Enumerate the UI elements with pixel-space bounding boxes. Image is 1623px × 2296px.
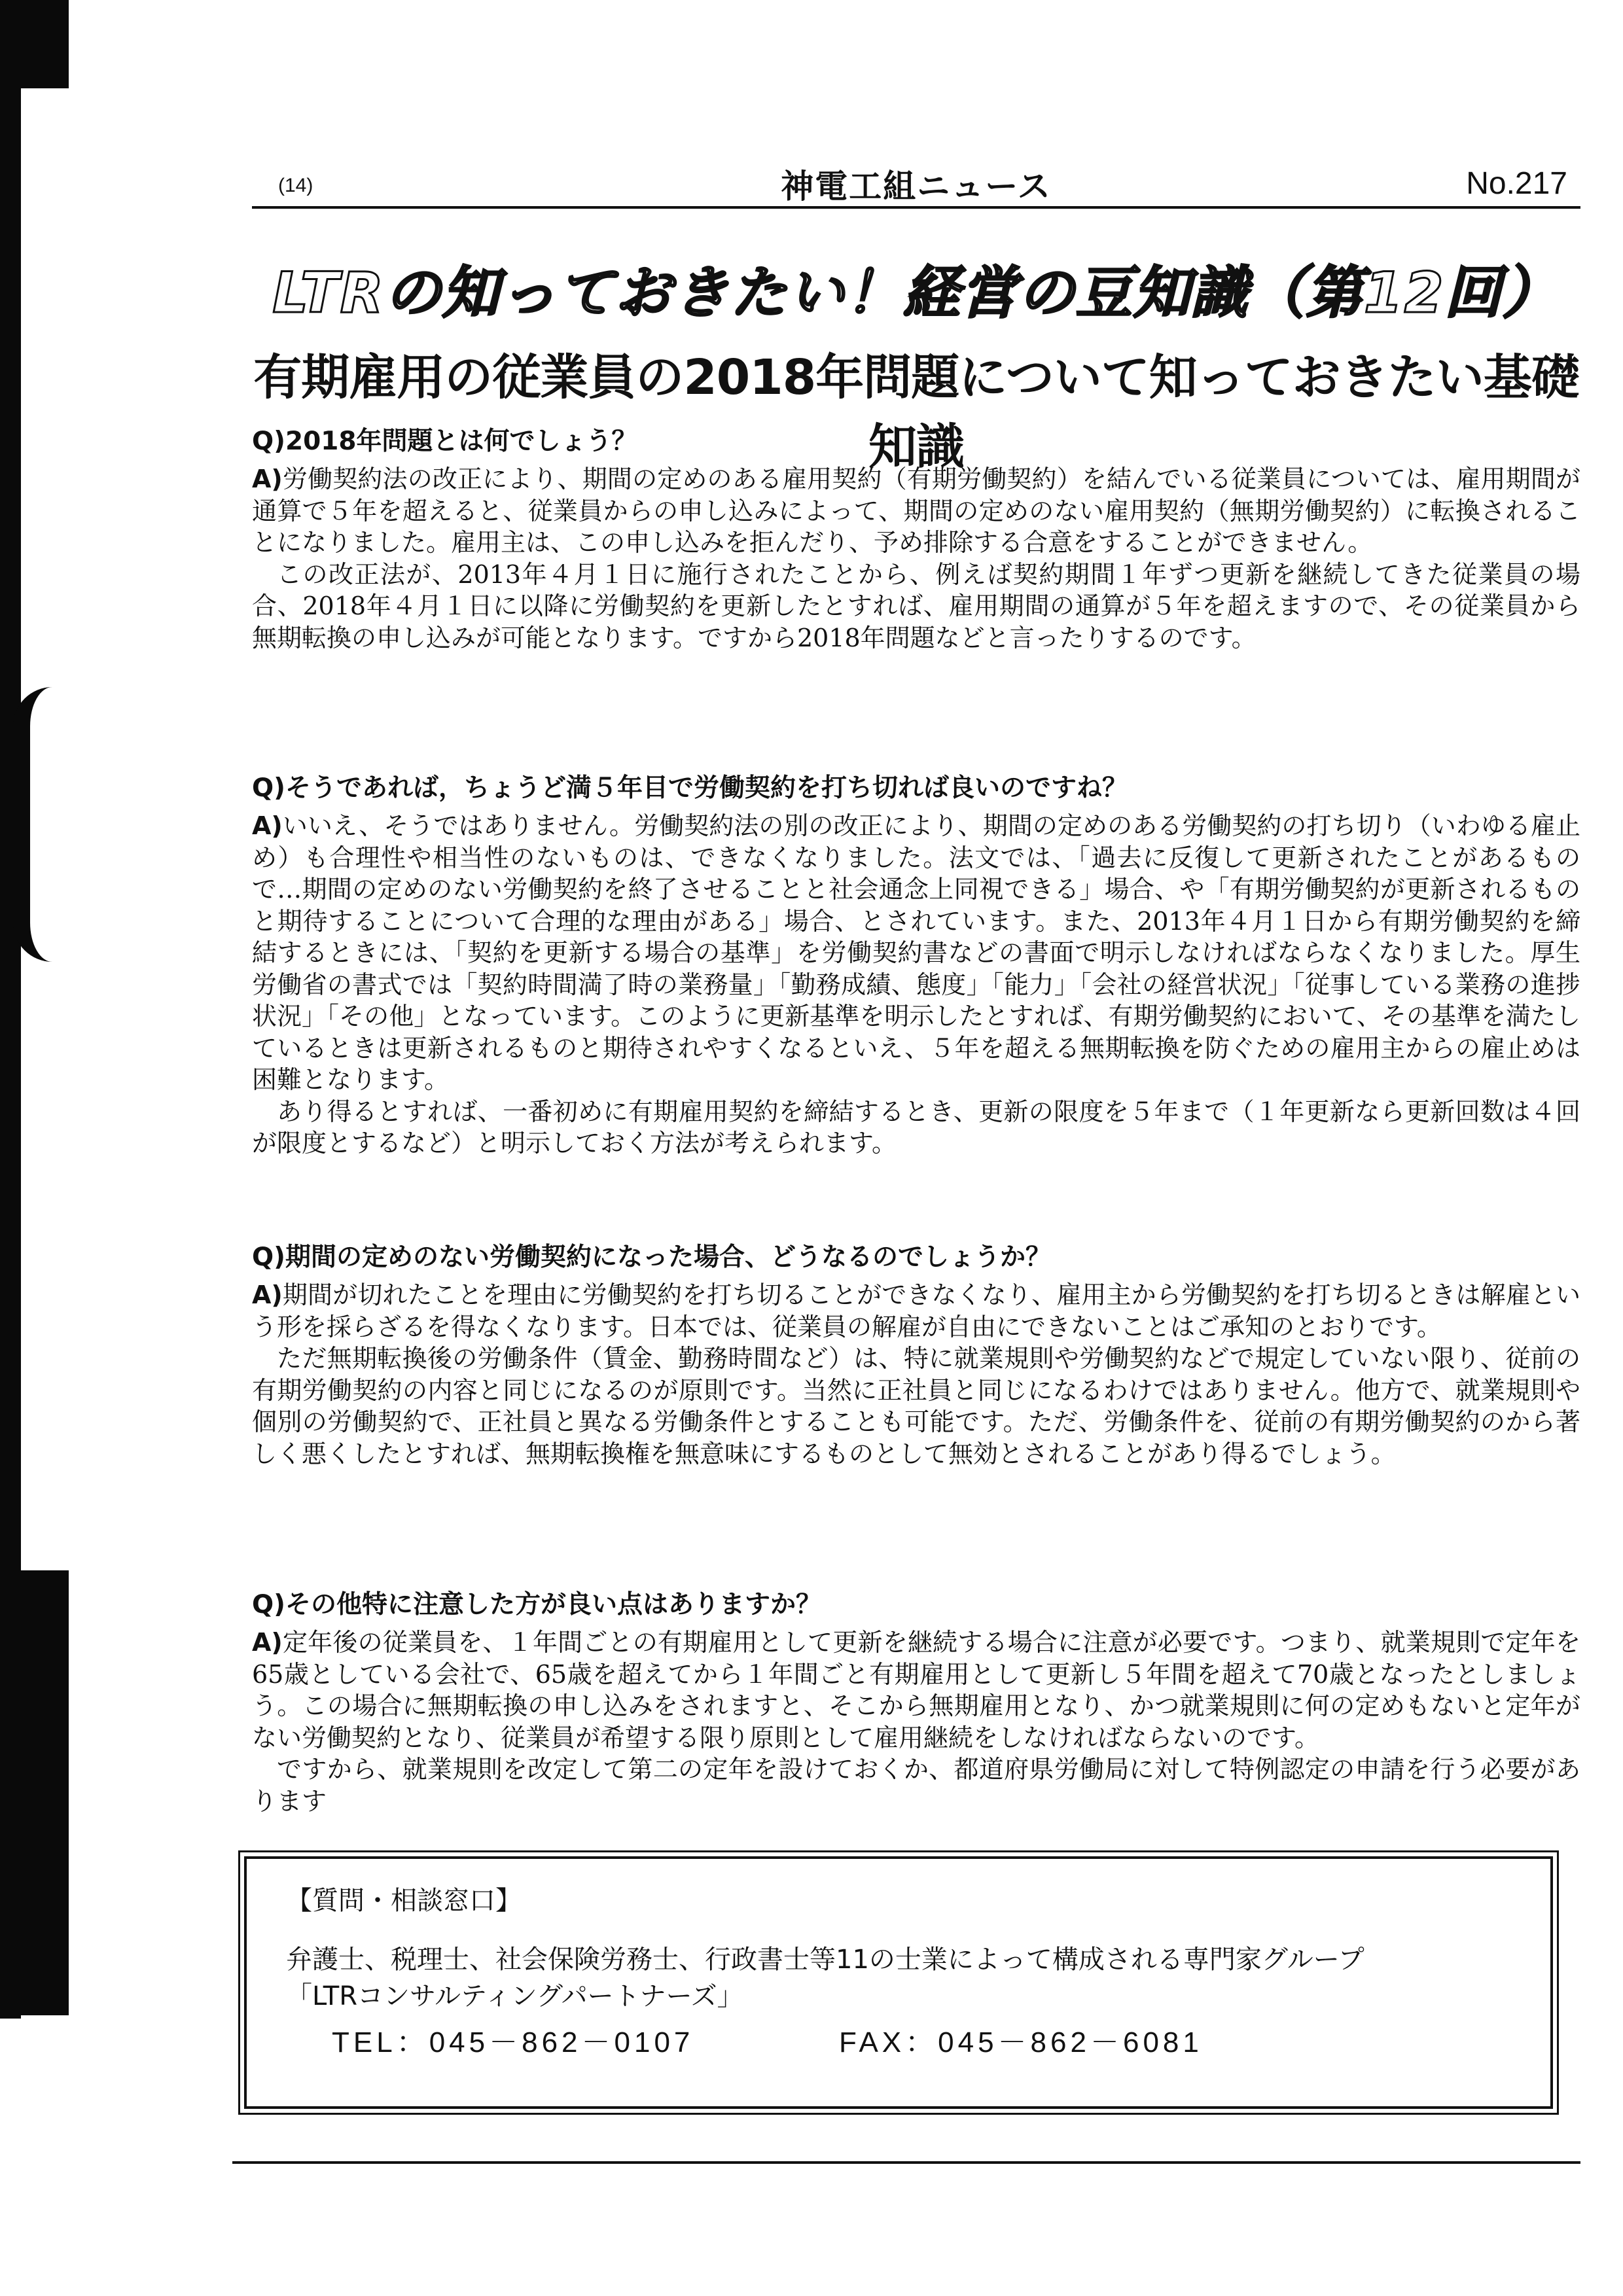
question-heading	[252, 1241, 1580, 1274]
contact-fax: FAX：045－862－6081	[839, 2026, 1203, 2058]
contact-title: 【質問・相談窓口】	[286, 1886, 522, 1916]
contact-description: 弁護士、税理士、社会保険労務士、行政書士等11の士業によって構成される専門家グループ	[286, 1945, 1364, 1975]
answer-block	[252, 810, 1580, 1159]
answer-paragraph: 労働契約法の改正により、期間の定めのある雇用契約（有期労働契約）を結んでいる従業員については、雇用期間が通算で５年を超えると、従業員からの申し込みによって、期間の定めのない雇用契約（無期労働契約）に転換されることになりました。雇用主は、この申し込みを拒んだり、予め排除する合意をすることができません。	[252, 465, 1580, 557]
answer-block	[252, 1279, 1580, 1470]
page-header	[252, 160, 1580, 209]
answer-paragraph: 期間が切れたことを理由に労働契約を打ち切ることができなくなり、雇用主から労働契約を打ち切るときは解雇という形を採らざるを得なくなります。日本では、従業員の解雇が自由にできないことはご承知のとおりです。	[252, 1280, 1580, 1341]
answer-paragraph: あり得るとすれば、一番初めに有期雇用契約を締結するとき、更新の限度を５年まで（１年更新なら更新回数は４回が限度とするなど）と明示しておく方法が考えられます。	[252, 1097, 1580, 1157]
contact-tel: TEL：045－862－0107	[332, 2026, 694, 2058]
answer-paragraph: この改正法が、2013年４月１日に施行されたことから、例えば契約期間１年ずつ更新を継続してきた従業員の場合、2018年４月１日に以降に労働契約を更新したとすれば、雇用期間の通算が５年を超えますので、その従業員から無期転換の申し込みが可能となります。ですから2018年問題などと言ったりするのです。	[252, 559, 1580, 652]
question-text: 2018年問題とは何でしょう？	[285, 427, 637, 456]
scan-edge-curve	[13, 687, 76, 962]
answer-paragraph: ですから、就業規則を改定して第二の定年を設けておくか、都道府県労働局に対して特例認定の申請を行う必要があります	[252, 1755, 1580, 1816]
answer-paragraph: いいえ、そうではありません。労働契約法の別の改正により、期間の定めのある労働契約の打ち切り（いわゆる雇止め）も合理性や相当性のないものは、できなくなりました。法文では、「過去に反復して更新されたことがあるもので…期間の定めのない労働契約を終了させることと社会通念上同視できる」場合、や「有期労働契約が更新されるものと期待することについて合理的な理由がある」場合、とされています。また、2013年４月１日から有期労働契約を締結するときには、「契約を更新する場合の基準」を労働契約書などの書面で明示しなければならなくなりました。厚生労働省の書式では「契約時間満了時の業務量」「勤務成績、態度」「能力」「会社の経営状況」「従事している業務の進捗状況」「その他」となっています。このように更新基準を明示したとすれば、有期労働契約において、その基準を満たしているときは更新されるものと期待されやすくなるといえ、５年を超える無期転換を防ぐための雇用主からの雇止めは困難となります。	[252, 811, 1580, 1094]
question-heading	[252, 772, 1580, 805]
answer-paragraph: 定年後の従業員を、１年間ごとの有期雇用として更新を継続する場合に注意が必要です。つまり、就業規則で定年を65歳としている会社で、65歳を超えてから１年間ごと有期雇用として更新し５年間を超えて70歳となったとしましょう。この場合に無期転換の申し込みをされますと、そこから無期雇用となり、かつ就業規則に何の定めもないと定年がない労働契約となり、従業員が希望する限り原則として雇用継続をしなければならないのです。	[252, 1628, 1580, 1752]
q-mark: Q)	[252, 773, 285, 803]
issue-number: No.217	[1466, 166, 1567, 201]
a-mark: A)	[252, 465, 283, 493]
a-mark: A)	[252, 1280, 283, 1309]
a-mark: A)	[252, 811, 283, 840]
question-heading	[252, 425, 1580, 458]
question-heading	[252, 1589, 1580, 1621]
question-text: そうであれば，ちょうど満５年目で労働契約を打ち切れば良いのですね？	[285, 773, 1128, 803]
q-mark: Q)	[252, 1590, 285, 1619]
q-mark: Q)	[252, 427, 285, 456]
q-mark: Q)	[252, 1243, 285, 1272]
answer-block	[252, 463, 1580, 654]
scan-edge-bottom	[0, 1570, 69, 2015]
question-text: その他特に注意した方が良い点はありますか？	[285, 1590, 821, 1619]
footer-divider	[232, 2161, 1580, 2164]
a-mark: A)	[252, 1628, 283, 1657]
question-text: 期間の定めのない労働契約になった場合、どうなるのでしょうか？	[285, 1243, 1051, 1272]
scan-edge-top	[0, 0, 69, 88]
series-title: LTRの知っておきたい！経営の豆知識（第12回）	[272, 260, 1560, 326]
answer-paragraph: ただ無期転換後の労働条件（賃金、勤務時間など）は、特に就業規則や労働契約などで規定していない限り、従前の有期労働契約の内容と同じになるのが原則です。当然に正社員と同じになるわけではありません。他方で、就業規則や個別の労働契約で、正社員と異なる労働条件とすることも可能です。ただ、労働条件を、従前の有期労働契約のから著しく悪くしたとすれば、無期転換権を無意味にするものとして無効とされることがあり得るでしょう。	[252, 1344, 1580, 1468]
answer-block	[252, 1627, 1580, 1817]
contact-box	[244, 1856, 1553, 2109]
main-title: 有期雇用の従業員の2018年問題について知っておきたい基礎知識	[253, 349, 1579, 475]
contact-group-name: 「LTRコンサルティングパートナーズ」	[286, 1981, 743, 2011]
page-number: (14)	[278, 175, 313, 196]
newsletter-title: 神電工組ニュース	[781, 168, 1052, 205]
